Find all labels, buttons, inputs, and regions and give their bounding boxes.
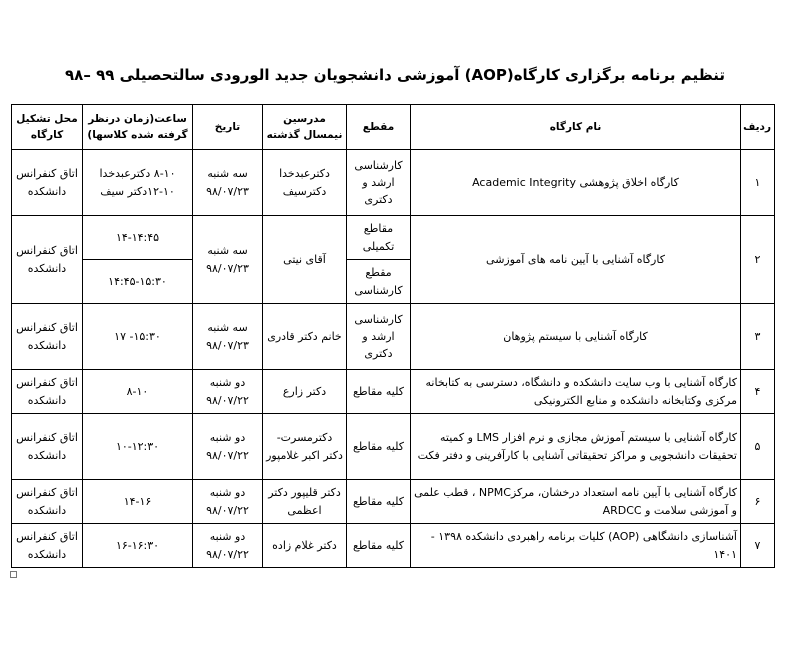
paragraph-marker <box>10 571 17 578</box>
row-number: ۷ <box>741 524 775 568</box>
workshop-name: کارگاه آشنایی با وب سایت دانشکده و دانشگاه، دسترسی به کتابخانه مرکزی وکتابخانه دانشکده و منابع الکترونیکی <box>411 370 741 414</box>
table-row <box>12 150 775 216</box>
table-row <box>12 524 775 568</box>
location: اتاق کنفرانس دانشکده <box>12 304 83 370</box>
education-level: کلیه مقاطع <box>347 370 411 414</box>
session-date: دو شنبه ۹۸/۰۷/۲۲ <box>193 414 263 480</box>
education-level: کلیه مقاطع <box>347 524 411 568</box>
education-level: مقاطع تکمیلی <box>347 216 411 260</box>
session-date: دو شنبه ۹۸/۰۷/۲۲ <box>193 524 263 568</box>
header-date: تاریخ <box>193 105 263 150</box>
row-number: ۵ <box>741 414 775 480</box>
location: اتاق کنفرانس دانشکده <box>12 414 83 480</box>
session-date: سه شنبه ۹۸/۰۷/۲۳ <box>193 304 263 370</box>
table-row <box>12 480 775 524</box>
header-row-num: ردیف <box>741 105 775 150</box>
location: اتاق کنفرانس دانشکده <box>12 150 83 216</box>
row-number: ۶ <box>741 480 775 524</box>
row-number: ۳ <box>741 304 775 370</box>
education-level: کارشناسی ارشد و دکتری <box>347 150 411 216</box>
session-date: سه شنبه ۹۸/۰۷/۲۳ <box>193 150 263 216</box>
session-time: ۱۴:۴۵-۱۵:۳۰ <box>83 260 193 304</box>
session-time: ۱۴-۱۴:۴۵ <box>83 216 193 260</box>
table-row <box>12 304 775 370</box>
education-level: کارشناسی ارشد و دکتری <box>347 304 411 370</box>
education-level: مقطع کارشناسی <box>347 260 411 304</box>
instructor: دکتر قلیپور دکتر اعظمی <box>263 480 347 524</box>
workshop-name: کارگاه آشنایی با سیستم آموزش مجازی و نرم افزار LMS و کمیته تحقیقات دانشجویی و مراکز تحقیقاتی آشنایی با کارآفرینی و دفتر فکت <box>411 414 741 480</box>
instructor: دکتر زارع <box>263 370 347 414</box>
instructor: دکتر غلام زاده <box>263 524 347 568</box>
location: اتاق کنفرانس دانشکده <box>12 370 83 414</box>
header-level: مقطع <box>347 105 411 150</box>
row-number: ۲ <box>741 216 775 304</box>
education-level: کلیه مقاطع <box>347 480 411 524</box>
table-row <box>12 414 775 480</box>
row-number: ۱ <box>741 150 775 216</box>
workshop-name: کارگاه اخلاق پژوهشی Academic Integrity <box>411 150 741 216</box>
instructor: خانم دکتر قادری <box>263 304 347 370</box>
location: اتاق کنفرانس دانشکده <box>12 524 83 568</box>
instructor: آقای نیتی <box>263 216 347 304</box>
session-time: ۱۵:۳۰- ۱۷ <box>83 304 193 370</box>
row-number: ۴ <box>741 370 775 414</box>
header-time: ساعت(زمان درنظر گرفته شده کلاسها) <box>83 105 193 150</box>
instructor: دکترمسرت- دکتر اکبر غلامپور <box>263 414 347 480</box>
session-date: دو شنبه ۹۸/۰۷/۲۲ <box>193 480 263 524</box>
instructor: دکترعبدخدا دکترسیف <box>263 150 347 216</box>
session-date: سه شنبه ۹۸/۰۷/۲۳ <box>193 216 263 304</box>
location: اتاق کنفرانس دانشکده <box>12 216 83 304</box>
table-row <box>12 370 775 414</box>
workshop-schedule-table <box>11 104 775 568</box>
session-date: دو شنبه ۹۸/۰۷/۲۲ <box>193 370 263 414</box>
workshop-name: آشناسازی دانشگاهی (AOP) کلیات برنامه راهبردی دانشکده ۱۳۹۸ - ۱۴۰۱ <box>411 524 741 568</box>
header-location: محل تشکیل کارگاه <box>12 105 83 150</box>
table-row <box>12 216 775 260</box>
workshop-name: کارگاه آشنایی با آیین نامه استعداد درخشان، مرکزNPMC ، قطب علمی و آموزشی سلامت و ARDCC <box>411 480 741 524</box>
workshop-name: کارگاه آشنایی با سیستم پژوهان <box>411 304 741 370</box>
session-time: ۱۶-۱۶:۳۰ <box>83 524 193 568</box>
header-row <box>12 105 775 150</box>
session-time: ۱۴-۱۶ <box>83 480 193 524</box>
education-level: کلیه مقاطع <box>347 414 411 480</box>
workshop-name: کارگاه آشنایی با آیین نامه های آموزشی <box>411 216 741 304</box>
session-time: ۸-۱۰ دکترعبدخدا ۱۰-۱۲دکتر سیف <box>83 150 193 216</box>
page-title: تنظیم برنامه برگزاری کارگاه(AOP) آموزشی دانشجویان جدید الورودی سالتحصیلی ۹۹ –۹۸ <box>65 66 725 84</box>
header-instructor: مدرسین نیمسال گذشته <box>263 105 347 150</box>
session-time: ۸-۱۰ <box>83 370 193 414</box>
location: اتاق کنفرانس دانشکده <box>12 480 83 524</box>
session-time: ۱۰-۱۲:۳۰ <box>83 414 193 480</box>
header-workshop: نام کارگاه <box>411 105 741 150</box>
